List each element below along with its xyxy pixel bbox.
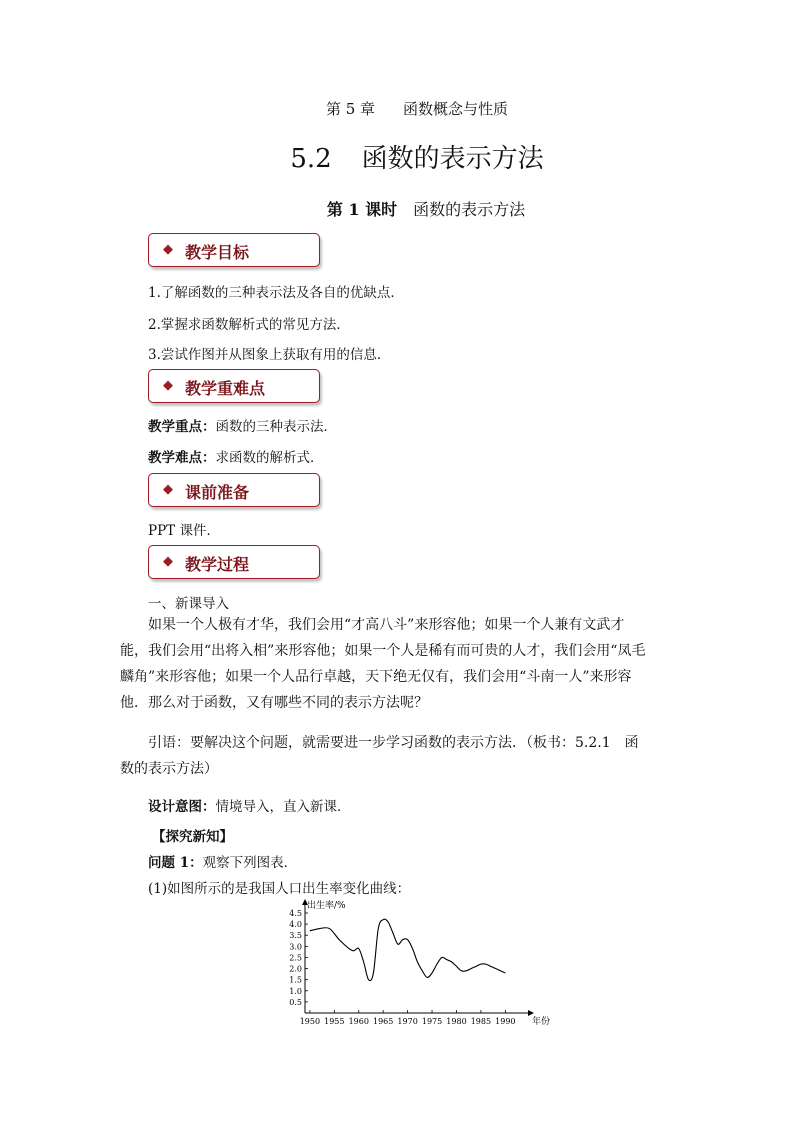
- birth-rate-chart: [280, 898, 550, 1028]
- heading-box-process: [148, 545, 320, 579]
- difficulty-text: 求函数的解析式．: [215, 450, 324, 466]
- focus-label: 教学重点：: [148, 419, 216, 435]
- goal-item-1: 1.了解函数的三种表示法及各自的优缺点．: [148, 285, 404, 301]
- x-tick-label: 1990: [495, 1017, 516, 1026]
- lesson-name: 函数的表示方法: [413, 200, 526, 219]
- intro-heading: 一、新课导入: [148, 596, 229, 612]
- goal-item-2: 2.掌握求函数解析式的常见方法．: [148, 317, 350, 333]
- heading-goals: 教学目标: [185, 243, 250, 262]
- heading-key-points: 教学重难点: [185, 379, 266, 398]
- design-label: 设计意图：: [148, 799, 216, 815]
- heading-box-prep: [148, 473, 320, 507]
- section-name: 函数的表示方法: [361, 144, 544, 174]
- question-label: 问题 1：: [148, 855, 203, 871]
- x-tick-label: 1950: [299, 1017, 321, 1026]
- x-tick-label: 1960: [348, 1017, 369, 1026]
- chapter-title: [0, 98, 794, 119]
- x-tick-label: 1980: [446, 1017, 467, 1026]
- x-axis-label: 年份: [532, 1017, 550, 1027]
- prep-text: PPT 课件．: [148, 523, 220, 539]
- diamond-icon: ◆: [163, 554, 173, 569]
- intro-paragraph: [120, 612, 650, 716]
- question-text: 观察下列图表．: [202, 855, 298, 871]
- y-tick-label: 1.0: [289, 986, 302, 996]
- y-axis-label: 出生率/%: [307, 901, 346, 911]
- design-text: 情境导入，直入新课．: [215, 799, 351, 815]
- design-line: [148, 795, 351, 815]
- diamond-icon: ◆: [163, 242, 173, 257]
- y-tick-label: 4.0: [289, 920, 302, 930]
- birth-rate-line: [310, 919, 505, 980]
- difficulty-label: 教学难点：: [148, 450, 216, 466]
- y-tick-label: 0.5: [289, 997, 302, 1007]
- y-tick-label: 3.5: [289, 931, 302, 941]
- diamond-icon: ◆: [163, 482, 173, 497]
- x-tick-label: 1965: [373, 1017, 394, 1026]
- x-axis-arrow: [528, 1010, 534, 1016]
- x-tick-label: 1970: [397, 1017, 418, 1026]
- heading-prep: 课前准备: [185, 483, 250, 502]
- chapter-number: 第 5 章: [325, 100, 376, 118]
- y-tick-label: 2.0: [289, 964, 302, 974]
- lesson-number: 第 1 课时: [326, 200, 398, 219]
- x-tick-label: 1955: [324, 1017, 345, 1026]
- question-line: [148, 851, 297, 871]
- focus-line: [148, 415, 337, 435]
- difficulty-line: [148, 446, 324, 466]
- y-tick-label: 1.5: [289, 975, 302, 985]
- explore-heading: 【探究新知】: [152, 829, 233, 845]
- lesson-title: [0, 197, 794, 220]
- x-tick-label: 1985: [470, 1017, 492, 1026]
- lead-paragraph-text: 引语：要解决这个问题，就需要进一步学习函数的表示方法．（板书：5.2.1 函数的表示方法）: [120, 735, 639, 777]
- diamond-icon: ◆: [163, 378, 173, 393]
- y-tick-label: 2.5: [289, 953, 302, 963]
- y-tick-label: 4.5: [289, 909, 302, 918]
- x-tick-label: 1975: [421, 1017, 443, 1026]
- chapter-name: 函数概念与性质: [403, 100, 509, 118]
- heading-box-key-points: [148, 369, 320, 403]
- section-title: [0, 138, 794, 175]
- y-tick-label: 3.0: [289, 942, 302, 952]
- goal-item-3: 3.尝试作图并从图象上获取有用的信息．: [148, 347, 391, 363]
- heading-box-goals: [148, 233, 320, 267]
- heading-process: 教学过程: [185, 555, 250, 574]
- lead-paragraph: [120, 730, 650, 782]
- focus-text: 函数的三种表示法．: [215, 419, 337, 435]
- section-number: 5.2: [290, 144, 332, 174]
- intro-paragraph-text: 如果一个人极有才华，我们会用“才高八斗”来形容他；如果一个人兼有文武才能，我们会用“出将入相”来形容他；如果一个人是稀有而可贵的人才，我们会用“凤毛麟角”来形容他；如果一个人品行卓越，天下绝无仅有，我们会用“斗南一人”来形容他．那么对于函数，又有哪些不同的表示方法呢？: [120, 617, 646, 711]
- item-1-text: (1)如图所示的是我国人口出生率变化曲线：: [148, 881, 411, 897]
